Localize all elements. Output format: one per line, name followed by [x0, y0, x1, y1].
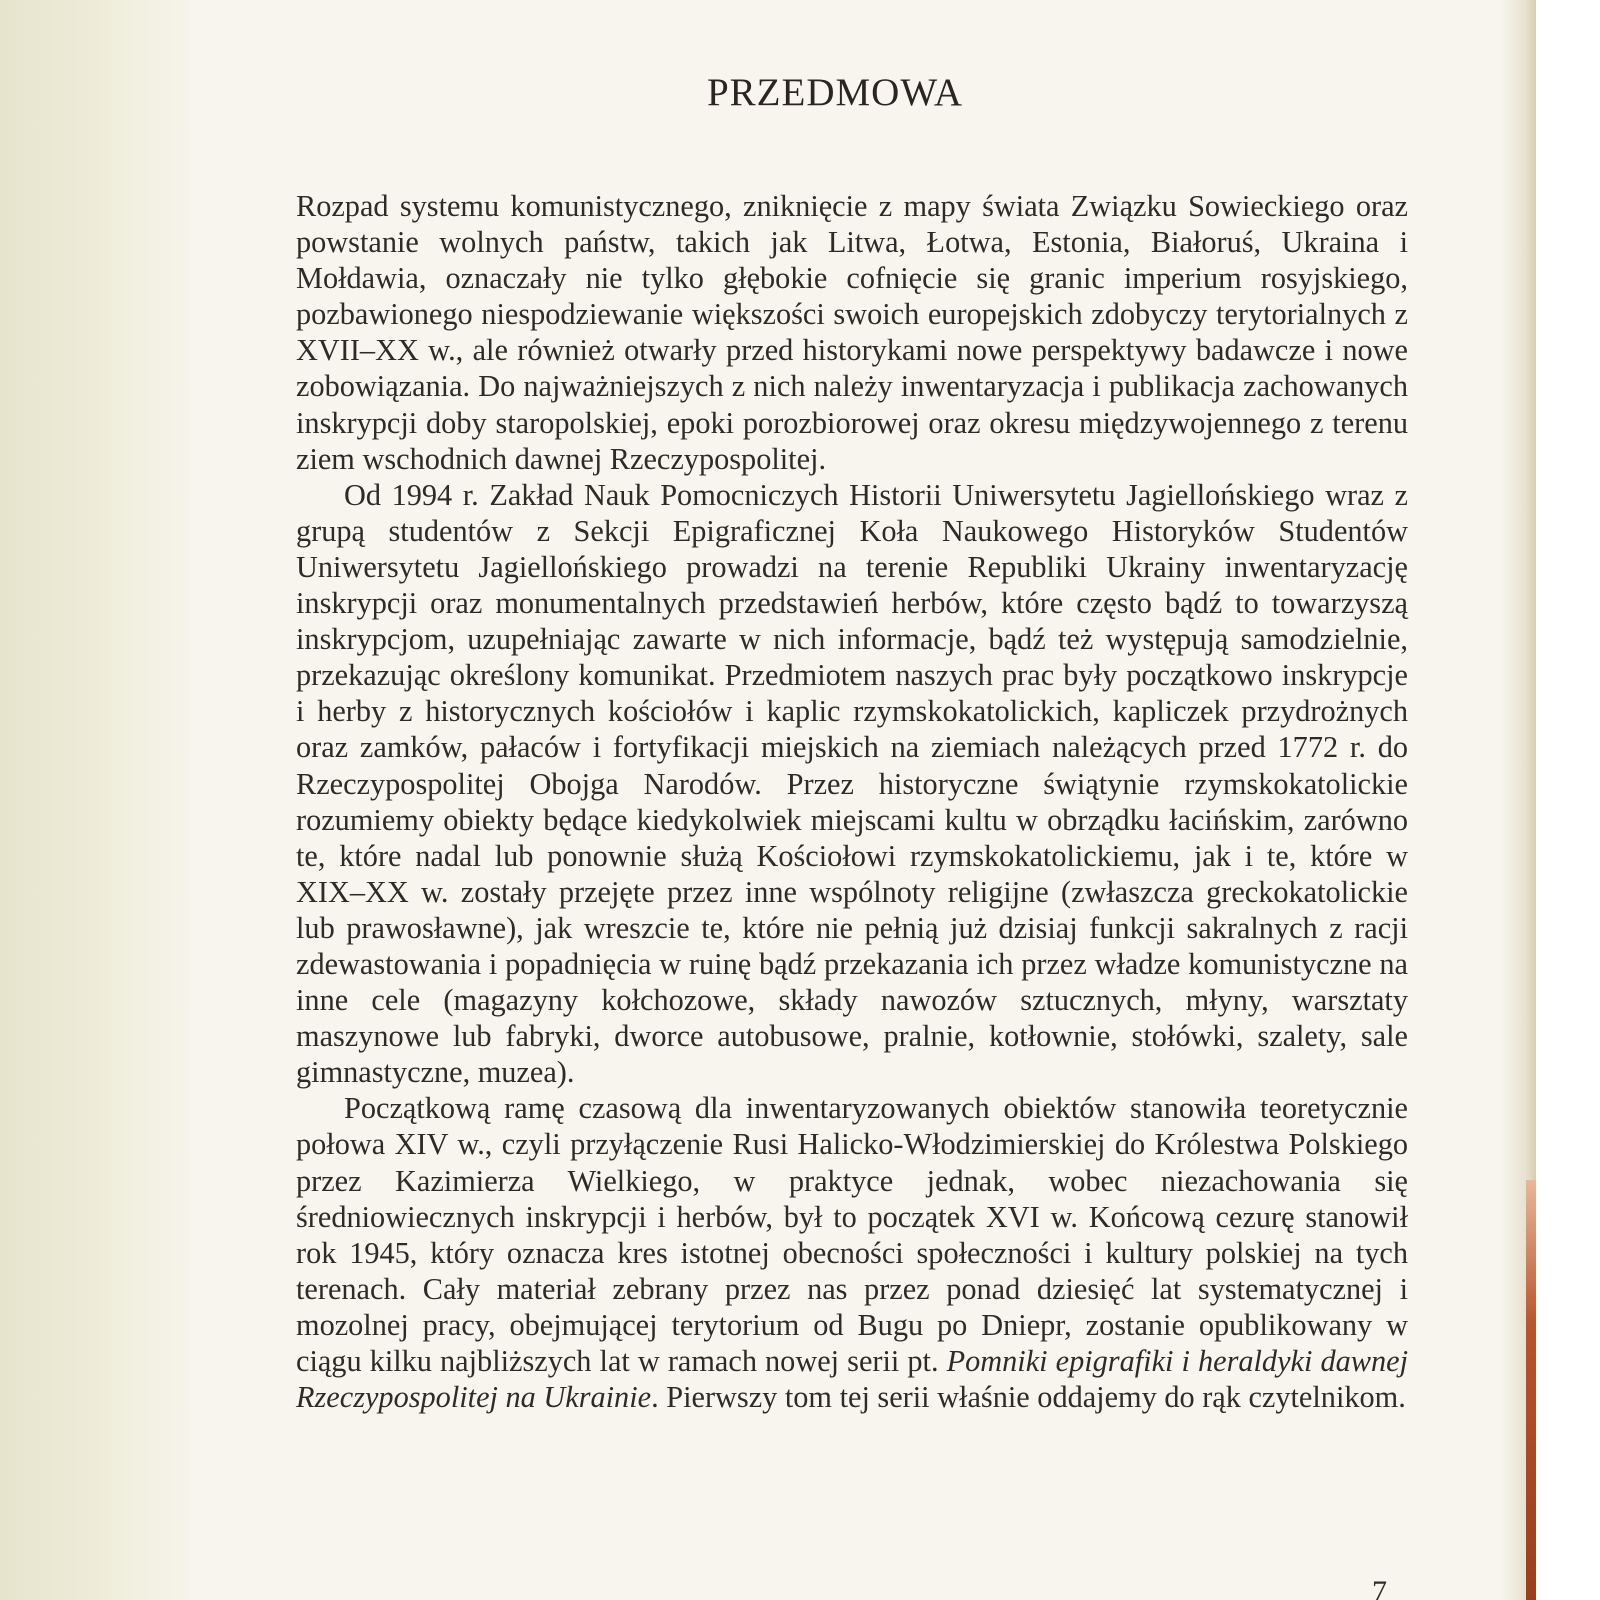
- chapter-title: PRZEDMOWA: [706, 71, 963, 114]
- background-edge: [1536, 0, 1600, 1600]
- paragraph-3-text-after: . Pierwszy tom tej serii właśnie oddajemy do rąk czytelnikom.: [651, 1380, 1406, 1415]
- paragraph-3-text-before: Początkową ramę czasową dla inwentaryzowanych obiektów stanowiła teoretycznie połowa XIV w., czyli przyłączenie Rusi Halicko-Włodzimierskiej do Królestwa Polskiego przez Kazimierza Wielkiego, w praktyce jednak, wobec niezachowania się średniowiecznych inskrypcji i herbów, był to początek XVI w. Końcową cezurę stanowił rok 1945, który oznacza kres istotnej obecności społeczności i kultury polskiej na tych terenach. Cały materiał zebrany przez nas przez ponad dziesięć lat systematycznej i mozolnej pracy, obejmującej terytorium od Bugu po Dniepr, zostanie opublikowany w ciągu kilku najbliższych lat w ramach nowej serii pt.: [296, 1091, 1408, 1378]
- page-number: 7: [1372, 1575, 1387, 1600]
- paragraph-2: Od 1994 r. Zakład Nauk Pomocniczych Historii Uniwersytetu Jagiellońskiego wraz z grupą studentów z Sekcji Epigraficznej Koła Naukowego Historyków Studentów Uniwersytetu Jagiellońskiego prowadzi na terenie Republiki Ukrainy inwentaryzację inskrypcji oraz monumentalnych przedstawień herbów, które często bądź to towarzyszą inskrypcjom, uzupełniając zawarte w nich informacje, bądź też występują samodzielnie, przekazując określony komunikat. Przedmiotem naszych prac były początkowo inskrypcje i herby z historycznych kościołów i kaplic rzymskokatolickich, kapliczek przydrożnych oraz zamków, pałaców i fortyfikacji miejskich na ziemiach należących przed 1772 r. do Rzeczypospolitej Obojga Narodów. Przez historyczne świątynie rzymskokatolickie rozumiemy obiekty będące kiedykolwiek miejscami kultu w obrządku łacińskim, zarówno te, które nadal lub ponownie służą Kościołowi rzymskokatolickiemu, jak i te, które w XIX–XX w. zostały przejęte przez inne wspólnoty religijne (zwłaszcza greckokatolickie lub prawosławne), jak wreszcie te, które nie pełnią już dzisiaj funkcji sakralnych z racji zdewastowania i popadnięcia w ruinę bądź przekazania ich przez władze komunistyczne na inne cele (magazyny kołchozowe, składy nawozów sztucznych, młyny, warsztaty maszynowe lub fabryki, dworce autobusowe, pralnie, kotłownie, stołówki, szalety, sale gimnastyczne, muzea).: [296, 477, 1408, 1090]
- paragraph-3: [296, 1090, 1408, 1415]
- series-title: Pomniki epigrafiki i heraldyki dawnej Rzeczypospolitej na Ukrainie: [296, 1344, 1408, 1415]
- book-gutter: [0, 0, 190, 1600]
- book-cover-edge: [1526, 1180, 1536, 1600]
- paragraph-1: Rozpad systemu komunistycznego, zniknięcie z mapy świata Związku Sowieckiego oraz powstanie wolnych państw, takich jak Litwa, Łotwa, Estonia, Białoruś, Ukraina i Mołdawia, oznaczały nie tylko głębokie cofnięcie się granic imperium rosyjskiego, pozbawionego niespodziewanie większości swoich europejskich zdobyczy terytorialnych z XVII–XX w., ale również otwarły przed historykami nowe perspektywy badawcze i nowe zobowiązania. Do najważniejszych z nich należy inwentaryzacja i publikacja zachowanych inskrypcji doby staropolskiej, epoki porozbiorowej oraz okresu międzywojennego z terenu ziem wschodnich dawnej Rzeczypospolitej.: [296, 189, 1408, 476]
- body-text: [296, 188, 1408, 1415]
